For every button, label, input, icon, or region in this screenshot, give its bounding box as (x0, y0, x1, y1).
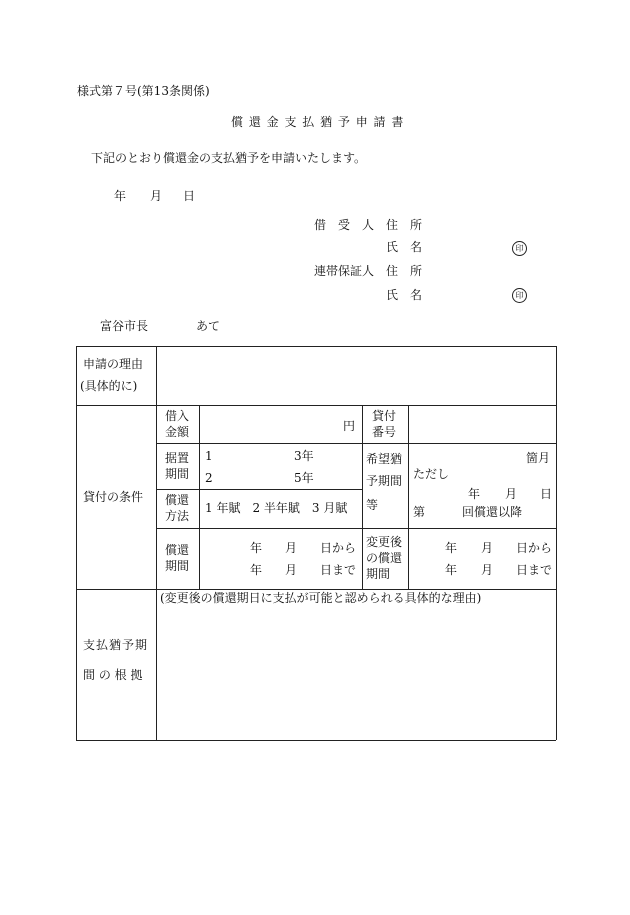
changed-from-month: 月 (481, 541, 494, 555)
deferral-period-label: 据置 (165, 451, 190, 465)
page-title: 償 還 金 支 払 猶 予 申 請 書 (231, 115, 405, 129)
changed-period-label: 変更後 (366, 535, 403, 549)
borrower-name-label: 氏 名 (386, 240, 423, 254)
date-month-label: 月 (150, 189, 163, 203)
repayment-from-month: 月 (285, 541, 298, 555)
loan-amount-label-2: 金額 (165, 425, 190, 439)
guarantor-name-label: 氏 名 (386, 288, 423, 302)
intro-text: 下記のとおり償還金の支払猶予を申請いたします。 (91, 151, 367, 165)
reason-label-sub: (具体的に) (80, 379, 138, 393)
repayment-period-label: 償還 (165, 543, 190, 557)
loan-number-field[interactable] (411, 409, 553, 441)
basis-label-2: 間 の 根 拠 (83, 668, 143, 682)
loan-number-label: 貸付 (372, 409, 397, 423)
deferral-option-2-number[interactable]: 2 (205, 471, 213, 485)
guarantor-label: 連帯保証人 (314, 264, 375, 278)
loan-amount-label: 借入 (165, 409, 190, 423)
changed-period-label-2: の償還 (366, 551, 403, 565)
deferral-option-2-value: 5年 (294, 471, 314, 485)
loan-conditions-label: 貸付の条件 (83, 490, 144, 504)
basis-label: 支払猶予期 (83, 638, 149, 652)
repayment-period-label-2: 期間 (165, 559, 190, 573)
deferral-option-1-value: 3年 (294, 449, 314, 463)
desired-deferral-label-2: 予期間 (366, 474, 403, 488)
repayment-from-year: 年 (250, 541, 263, 555)
changed-to-year: 年 (445, 563, 458, 577)
date-day-label: 日 (183, 189, 196, 203)
borrower-label: 借 受 人 (314, 218, 375, 232)
changed-to-day: 日まで (516, 563, 553, 577)
deferral-period-label-2: 期間 (165, 467, 190, 481)
borrower-seal-icon: 印 (512, 241, 527, 256)
changed-from-day: 日から (516, 541, 553, 555)
borrower-address-label: 住 所 (386, 218, 423, 232)
deferral-option-1-number[interactable]: 1 (205, 449, 213, 463)
loan-amount-field[interactable] (202, 409, 358, 441)
form-number: 様式第７号(第13条関係) (77, 84, 210, 98)
desired-year-unit: 年 (468, 487, 481, 501)
desired-month-unit: 月 (505, 487, 518, 501)
reason-field[interactable] (160, 350, 552, 402)
months-unit: 箇月 (526, 451, 551, 465)
addressee-suffix: あて (196, 319, 221, 333)
desired-deferral-label-3: 等 (366, 498, 379, 512)
repayment-method-label: 償還 (165, 493, 190, 507)
date-year-label: 年 (114, 189, 127, 203)
addressee-mayor: 富谷市長 (100, 319, 149, 333)
however-label: ただし (413, 467, 450, 481)
changed-from-year: 年 (445, 541, 458, 555)
guarantor-address-label: 住 所 (386, 264, 423, 278)
basis-field[interactable] (160, 612, 552, 736)
from-nth-label: 第 (413, 505, 426, 519)
guarantor-seal-icon: 印 (512, 288, 527, 303)
repayment-from-day: 日から (320, 541, 357, 555)
basis-note: (変更後の償還期日に支払が可能と認められる具体的な理由) (160, 591, 482, 605)
repayment-to-day: 日まで (320, 563, 357, 577)
loan-number-label-2: 番号 (372, 425, 397, 439)
repayment-to-year: 年 (250, 563, 263, 577)
repayment-method-label-2: 方法 (165, 509, 190, 523)
yen-unit: 円 (343, 419, 356, 433)
repayment-to-month: 月 (285, 563, 298, 577)
changed-to-month: 月 (481, 563, 494, 577)
desired-deferral-label: 希望猶 (366, 452, 403, 466)
reason-label: 申請の理由 (83, 357, 144, 371)
changed-period-label-3: 期間 (366, 567, 391, 581)
repayment-method-options[interactable]: 1 年賦 2 半年賦 3 月賦 (205, 501, 348, 515)
nth-onward-label: 回償還以降 (462, 505, 523, 519)
desired-day-unit: 日 (540, 487, 553, 501)
